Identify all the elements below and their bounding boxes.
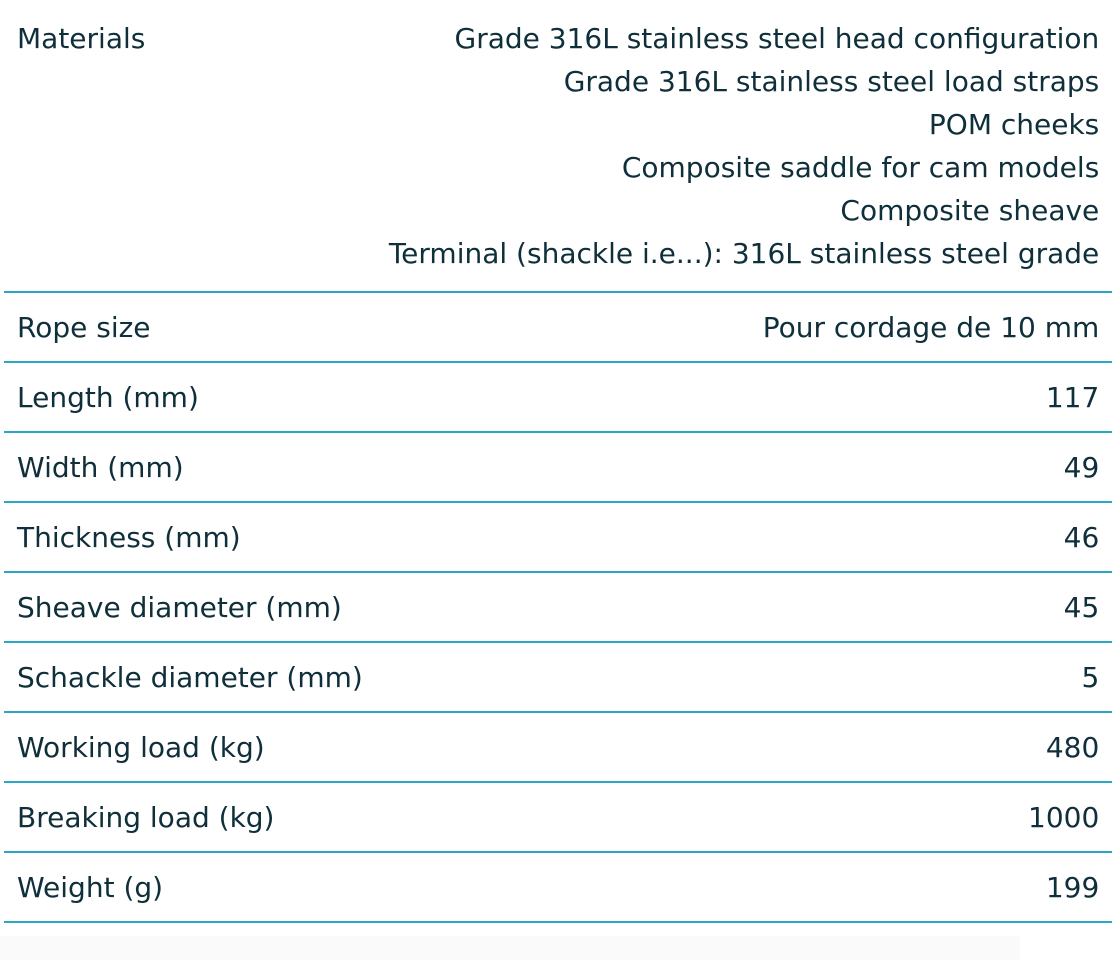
materials-list <box>376 0 1112 292</box>
spec-label: Sheave diameter (mm) <box>4 572 376 642</box>
spec-label: Schackle diameter (mm) <box>4 642 376 712</box>
spec-row-materials <box>4 0 1112 292</box>
materials-item: Composite saddle for cam models <box>621 151 1100 184</box>
spec-row-thickness <box>4 502 1112 572</box>
spec-value: 117 <box>376 362 1112 432</box>
spec-value: 1000 <box>376 782 1112 852</box>
spec-label: Working load (kg) <box>4 712 376 782</box>
page-bottom-strip <box>0 936 1020 960</box>
spec-row-sheave-diameter <box>4 572 1112 642</box>
spec-row-width <box>4 432 1112 502</box>
spec-value: 45 <box>376 572 1112 642</box>
materials-item: Composite sheave <box>840 194 1100 227</box>
spec-label: Length (mm) <box>4 362 376 432</box>
materials-item: Grade 316L stainless steel load straps <box>563 65 1100 98</box>
spec-value: 199 <box>376 852 1112 922</box>
spec-label: Breaking load (kg) <box>4 782 376 852</box>
spec-value: 46 <box>376 502 1112 572</box>
spec-label: Weight (g) <box>4 852 376 922</box>
spec-row-shackle-diameter <box>4 642 1112 712</box>
spec-row-length <box>4 362 1112 432</box>
spec-label: Thickness (mm) <box>4 502 376 572</box>
spec-label: Materials <box>4 0 376 292</box>
spec-value: Pour cordage de 10 mm <box>376 292 1112 362</box>
spec-row-weight <box>4 852 1112 922</box>
spec-value: 49 <box>376 432 1112 502</box>
spec-row-breaking-load <box>4 782 1112 852</box>
spec-value: 5 <box>376 642 1112 712</box>
materials-item: POM cheeks <box>928 108 1100 141</box>
materials-item: Terminal (shackle i.e...): 316L stainless steel grade <box>388 237 1100 270</box>
spec-row-rope-size <box>4 292 1112 362</box>
product-spec-table <box>4 0 1112 923</box>
spec-label: Rope size <box>4 292 376 362</box>
spec-label: Width (mm) <box>4 432 376 502</box>
spec-row-working-load <box>4 712 1112 782</box>
materials-item: Grade 316L stainless steel head configuration <box>454 22 1100 55</box>
spec-value: 480 <box>376 712 1112 782</box>
